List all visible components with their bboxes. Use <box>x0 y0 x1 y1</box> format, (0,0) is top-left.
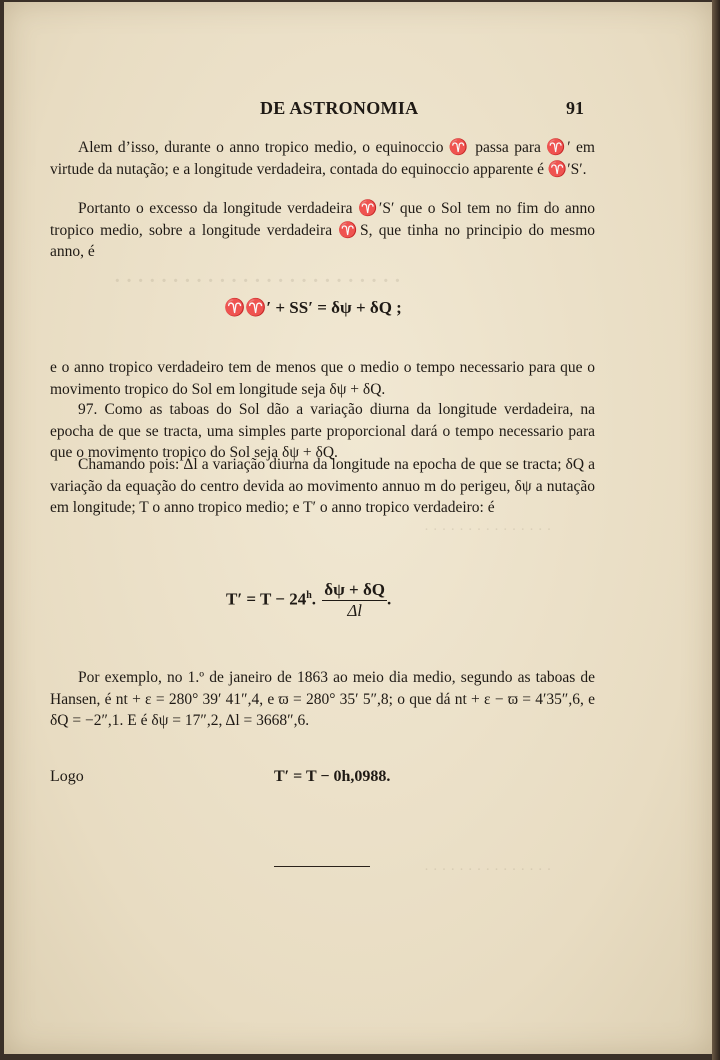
paragraph-section-97: 97. Como as taboas do Sol dão a variação diurna da longitude verdadeira, na epocha de que se tracta, uma simples parte proporcional dará o tempo necessario para que o movimento tropico do Sol seja δψ + δQ. <box>50 401 595 461</box>
conclusion-label: Logo <box>50 768 84 785</box>
equation-longitude-excess: ♈♈′ + SS′ = δψ + δQ ; <box>224 298 402 317</box>
fraction-numerator: δψ + δQ <box>324 580 386 599</box>
bleed-through-text: · · · · · · · · · · · · · · · · · · · · · · · · · <box>114 270 401 292</box>
paragraph: Chamando pois: Δl a variação diurna da longitude na epocha de que se tracta; δQ a variação da equação do centro devida ao movimento annuo m do perigeu, δψ a nutação em longitude; T o anno tropico medio; e T′ o anno tropico verdadeiro: é <box>50 456 595 516</box>
paragraph: Portanto o excesso da longitude verdadeira ♈′S′ que o Sol tem no fim do anno tropico medio, sobre a longitude verdadeira ♈S, que tinha no principio do mesmo anno, é <box>50 200 595 260</box>
page-number: 91 <box>566 98 584 118</box>
book-spine-edge <box>712 0 720 1060</box>
paragraph-example: Por exemplo, no 1.º de janeiro de 1863 ao meio dia medio, segundo as taboas de Hansen, é nt + ε = 280° 39′ 41″,4, e ϖ = 280° 35′ 5″,8; o que dá nt + ε − ϖ = 4′35″,6, e δQ = −2″,1. E é δψ = 17″,2, Δl = 3668″,6. <box>50 669 595 729</box>
equation-dot: . <box>311 589 317 609</box>
running-title: DE ASTRONOMIA <box>260 98 419 118</box>
paragraph: e o anno tropico verdadeiro tem de menos que o medio o tempo necessario para que o movimento tropico do Sol em longitude seja δψ + δQ. <box>50 359 595 398</box>
section-divider <box>274 866 370 867</box>
bleed-through-text: · · · · · · · · · · · · · · · <box>424 522 552 538</box>
book-page <box>4 2 712 1054</box>
equation-superscript: h <box>306 589 312 601</box>
bleed-through-text: · · · · · · · · · · · · · · · <box>424 862 552 878</box>
equation-true-tropical-year <box>226 580 391 621</box>
paragraph: Alem d’isso, durante o anno tropico medio, o equinoccio ♈ passa para ♈′ em virtude da nutação; e a longitude verdadeira, contada do equinoccio apparente é ♈′S′. <box>50 139 595 178</box>
fraction-denominator: Δl <box>347 601 363 620</box>
conclusion-formula: T′ = T − 0h,0988. <box>274 768 391 785</box>
equation-left: T′ = T − 24 <box>226 589 307 609</box>
equation-fraction <box>322 580 387 621</box>
equation-end: . <box>387 589 392 609</box>
